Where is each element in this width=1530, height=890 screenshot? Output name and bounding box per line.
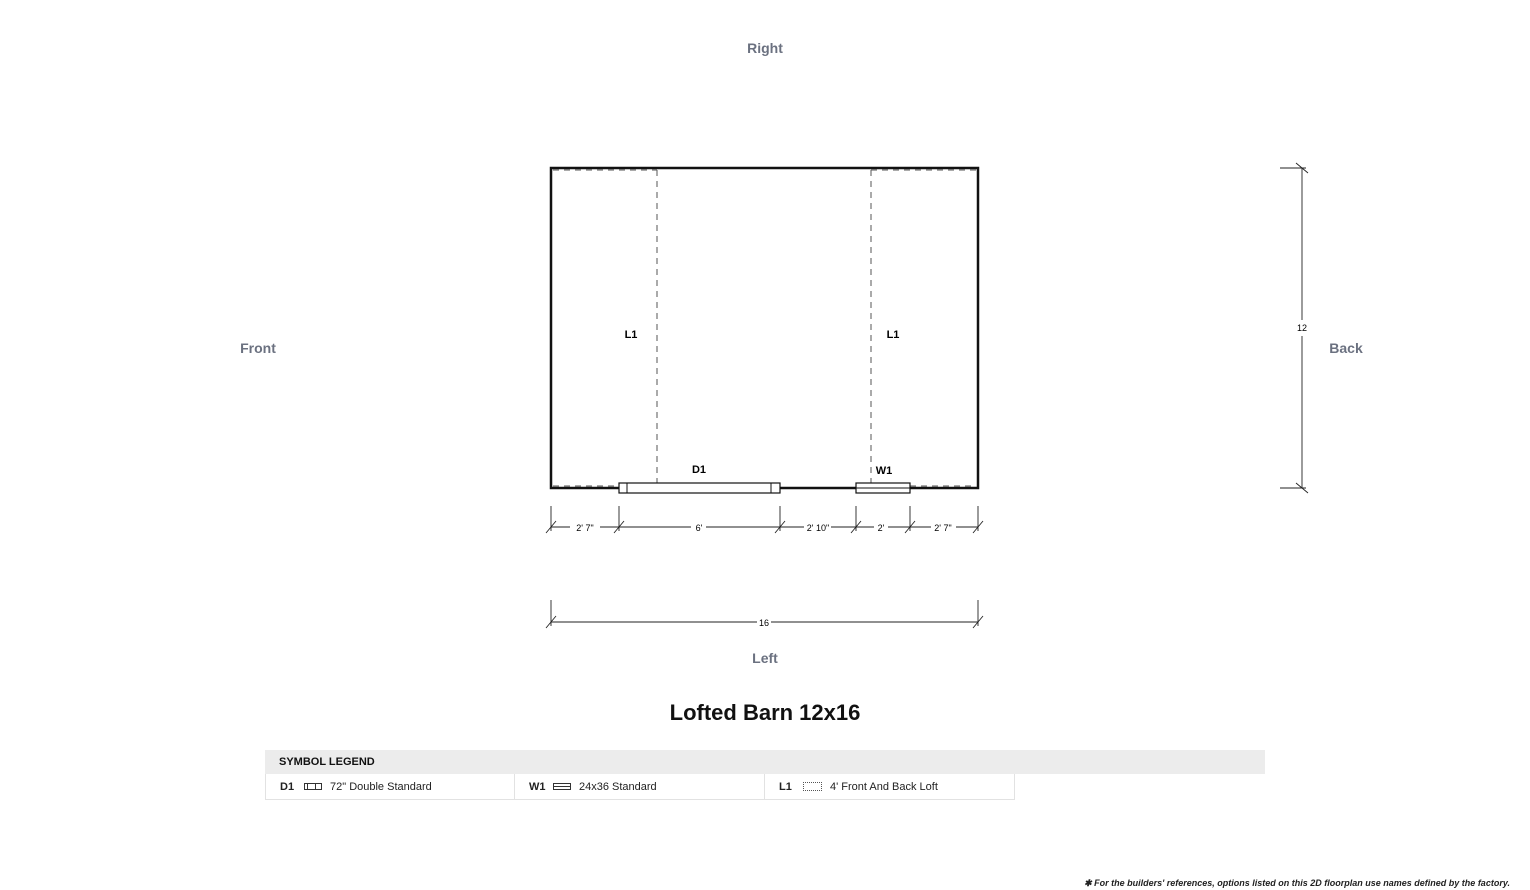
door-symbol-icon [304,783,322,790]
legend-row [265,774,1265,800]
legend-code: W1 [529,780,546,793]
door-label: D1 [691,464,707,476]
window-symbol-icon [553,783,571,790]
legend-item-w1 [515,774,765,800]
plan-title: Lofted Barn 12x16 [669,700,861,725]
window-label: W1 [875,465,893,477]
loft-symbol-icon [803,782,822,791]
legend-label: 72" Double Standard [330,780,432,793]
dim-segment-1: 2' 7" [576,523,594,533]
shed-outline [551,168,978,488]
overall-width-label: 16 [758,618,770,628]
dim-segment-3: 2' 10" [806,523,830,533]
legend-heading: SYMBOL LEGEND [265,750,1265,774]
legend-code: L1 [779,780,792,793]
footnote: ✱ For the builders' references, options listed on this 2D floorplan use names defined by the factory. [1084,878,1510,888]
loft-label-back: L1 [886,329,900,341]
symbol-legend [265,750,1265,800]
dim-segment-2: 6' [695,523,703,533]
legend-code: D1 [280,780,295,793]
overall-depth-label: 12 [1296,323,1308,333]
door-d1 [619,483,780,493]
side-label-right: Right [747,40,783,56]
legend-label: 4' Front And Back Loft [830,780,938,793]
legend-label: 24x36 Standard [579,780,657,793]
loft-lines [553,170,976,486]
dim-segment-5: 2' 7" [934,523,952,533]
side-label-front: Front [240,340,276,356]
side-label-back: Back [1329,340,1363,356]
segment-dimension-line [546,506,983,533]
legend-item-l1 [765,774,1015,800]
dim-segment-4: 2' [877,523,885,533]
side-label-left: Left [752,650,778,666]
window-w1 [856,483,910,493]
loft-label-front: L1 [624,329,638,341]
legend-item-d1 [265,774,515,800]
